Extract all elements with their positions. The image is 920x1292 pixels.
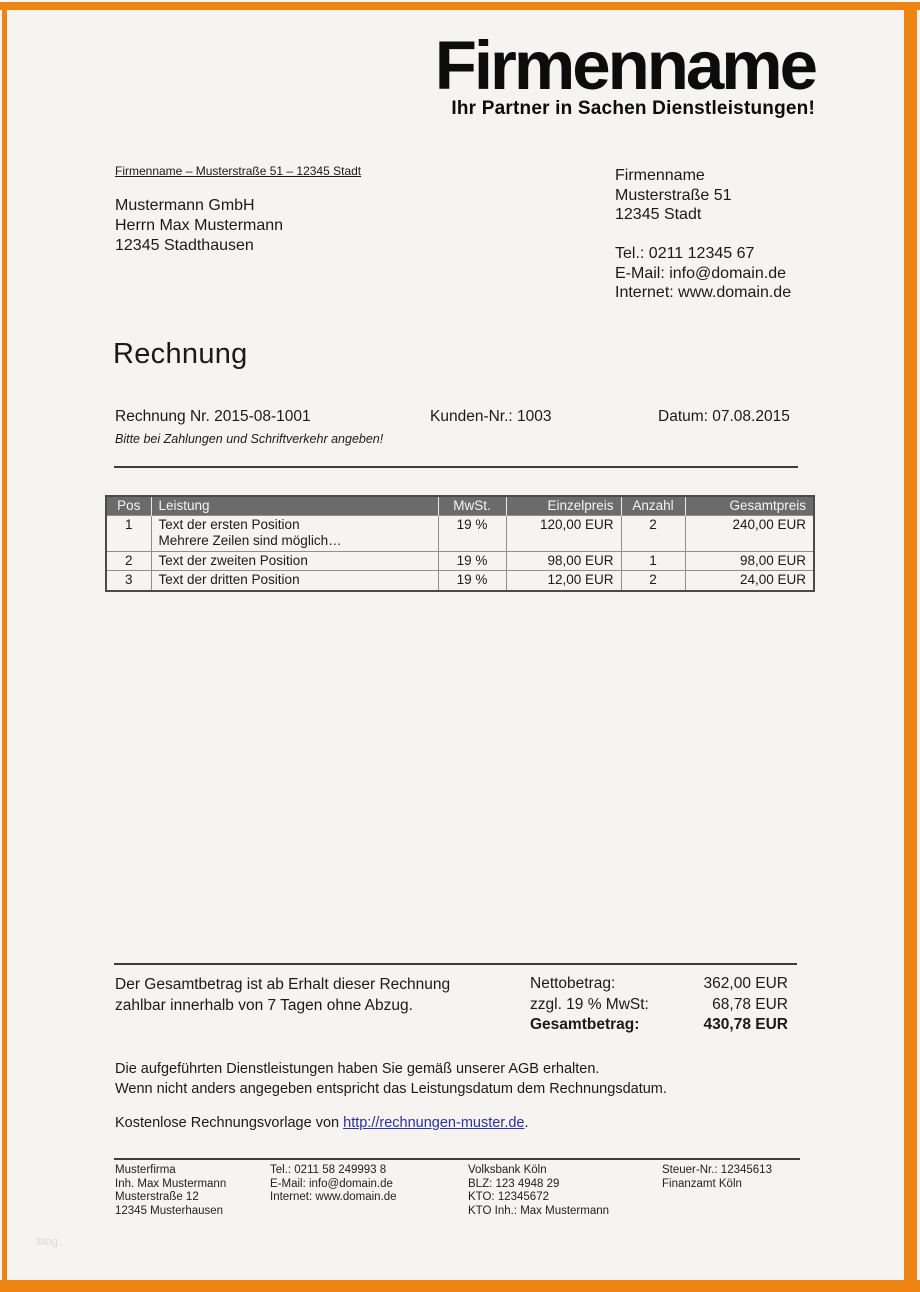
col-header-gesamtpreis: Gesamtpreis (685, 496, 814, 515)
terms-notes (115, 1060, 667, 1099)
payment-reference-note: Bitte bei Zahlungen und Schriftverkehr angeben! (115, 432, 384, 446)
invoice-date: Datum: 07.08.2015 (658, 408, 790, 425)
footer-line: BLZ: 123 4948 29 (468, 1177, 560, 1190)
company-contact (615, 244, 791, 303)
cell-mwst: 19 % (438, 515, 506, 551)
company-address-line: Firmenname (615, 167, 705, 184)
footer-line: KTO Inh.: Max Mustermann (468, 1204, 610, 1217)
totals-label: Nettobetrag: (530, 975, 616, 992)
company-address-line: Musterstraße 51 (615, 186, 732, 204)
footer-line: Musterstraße 12 (115, 1191, 199, 1204)
col-header-leistung: Leistung (151, 496, 438, 515)
leistung-line-1: Text der ersten Position (158, 516, 300, 532)
customer-number: Kunden-Nr.: 1003 (430, 408, 552, 425)
totals-value: 430,78 EUR (703, 1016, 788, 1033)
footer-line: Musterfirma (115, 1164, 176, 1176)
payment-terms-line: Der Gesamtbetrag ist ab Erhalt dieser Rechnung (115, 976, 451, 993)
footer-line: Volksbank Köln (468, 1164, 547, 1176)
cell-einzelpreis: 120,00 EUR (506, 515, 621, 551)
footer-line: Internet: www.domain.de (270, 1191, 397, 1204)
company-phone: Tel.: 0211 12345 67 (615, 245, 755, 262)
table-row (106, 551, 814, 571)
cell-pos: 3 (106, 571, 151, 591)
cell-leistung (151, 515, 438, 551)
cell-einzelpreis: 12,00 EUR (506, 571, 621, 591)
watermark: blog (37, 1236, 58, 1248)
company-logo-tagline: Ihr Partner in Sachen Dienstleistungen! (451, 98, 815, 119)
col-header-mwst: MwSt. (438, 496, 506, 515)
recipient-line: Mustermann GmbH (115, 197, 255, 214)
footer-company-column (115, 1164, 226, 1218)
page-border-top (0, 2, 920, 10)
footer-bank-column (468, 1164, 609, 1218)
sender-return-address: Firmenname – Musterstraße 51 – 12345 Stadt (115, 164, 362, 178)
footer-contact-column (270, 1164, 397, 1205)
cell-pos: 2 (106, 551, 151, 571)
cell-einzelpreis: 98,00 EUR (506, 551, 621, 571)
company-logo (434, 27, 815, 119)
totals-label: Gesamtbetrag: (530, 1016, 640, 1033)
terms-note-line: Die aufgeführten Dienstleistungen haben Sie gemäß unserer AGB erhalten. (115, 1061, 600, 1077)
items-table-header-row (106, 496, 814, 515)
payment-terms (115, 974, 495, 1016)
template-credit-link[interactable]: http://rechnungen-muster.de (343, 1115, 525, 1131)
totals-label: zzgl. 19 % MwSt: (530, 995, 649, 1013)
totals-block (530, 974, 788, 1036)
totals-value: 68,78 EUR (712, 995, 788, 1013)
cell-mwst: 19 % (438, 551, 506, 571)
footer-line: 12345 Musterhausen (115, 1204, 224, 1217)
footer-line: Steuer-Nr.: 12345613 (662, 1164, 772, 1176)
footer-line: Tel.: 0211 58 249993 8 (270, 1164, 387, 1176)
cell-mwst: 19 % (438, 571, 506, 591)
divider-above-items (114, 466, 798, 468)
leistung-line-2: Mehrere Zeilen sind möglich… (158, 533, 342, 548)
footer-line: E-Mail: info@domain.de (270, 1177, 393, 1190)
company-logo-name: Firmenname (434, 27, 815, 104)
company-website: Internet: www.domain.de (615, 284, 792, 301)
template-credit (115, 1115, 529, 1131)
divider-above-totals (114, 963, 797, 965)
totals-row-gesamt (530, 1015, 788, 1036)
cell-gesamtpreis: 98,00 EUR (685, 551, 814, 571)
footer-tax-column (662, 1164, 772, 1191)
totals-row-netto (530, 974, 788, 995)
company-address-line: 12345 Stadt (615, 206, 702, 223)
items-table (105, 495, 815, 592)
cell-gesamtpreis: 240,00 EUR (685, 515, 814, 551)
cell-anzahl: 2 (621, 571, 685, 591)
recipient-address (115, 196, 283, 256)
divider-above-footer (114, 1158, 800, 1160)
company-email: E-Mail: info@domain.de (615, 264, 786, 282)
col-header-einzelpreis: Einzelpreis (506, 496, 621, 515)
cell-anzahl: 2 (621, 515, 685, 551)
page-border-left (2, 2, 7, 1290)
invoice-number: Rechnung Nr. 2015-08-1001 (115, 408, 311, 425)
page-border-bottom (0, 1280, 920, 1292)
table-row (106, 515, 814, 551)
cell-leistung: Text der dritten Position (151, 571, 438, 591)
footer-line: Finanzamt Köln (662, 1177, 742, 1190)
footer-line: KTO: 12345672 (468, 1191, 549, 1204)
template-credit-prefix: Kostenlose Rechnungsvorlage von (115, 1115, 344, 1131)
recipient-line: Herrn Max Mustermann (115, 217, 284, 234)
recipient-line: 12345 Stadthausen (115, 237, 254, 254)
company-address (615, 166, 731, 225)
footer-line: Inh. Max Mustermann (115, 1177, 227, 1190)
document-title: Rechnung (113, 338, 248, 370)
page-border-right (904, 2, 917, 1290)
col-header-anzahl: Anzahl (621, 496, 685, 515)
totals-row-mwst (530, 995, 788, 1016)
cell-leistung: Text der zweiten Position (151, 551, 438, 571)
template-credit-suffix: . (524, 1115, 529, 1131)
table-row (106, 571, 814, 591)
cell-pos: 1 (106, 515, 151, 551)
col-header-pos: Pos (106, 496, 151, 515)
terms-note-line: Wenn nicht anders angegeben entspricht das Leistungsdatum dem Rechnungsdatum. (115, 1080, 667, 1097)
totals-value: 362,00 EUR (703, 975, 788, 992)
cell-anzahl: 1 (621, 551, 685, 571)
cell-gesamtpreis: 24,00 EUR (685, 571, 814, 591)
payment-terms-line: zahlbar innerhalb von 7 Tagen ohne Abzug. (115, 997, 413, 1014)
